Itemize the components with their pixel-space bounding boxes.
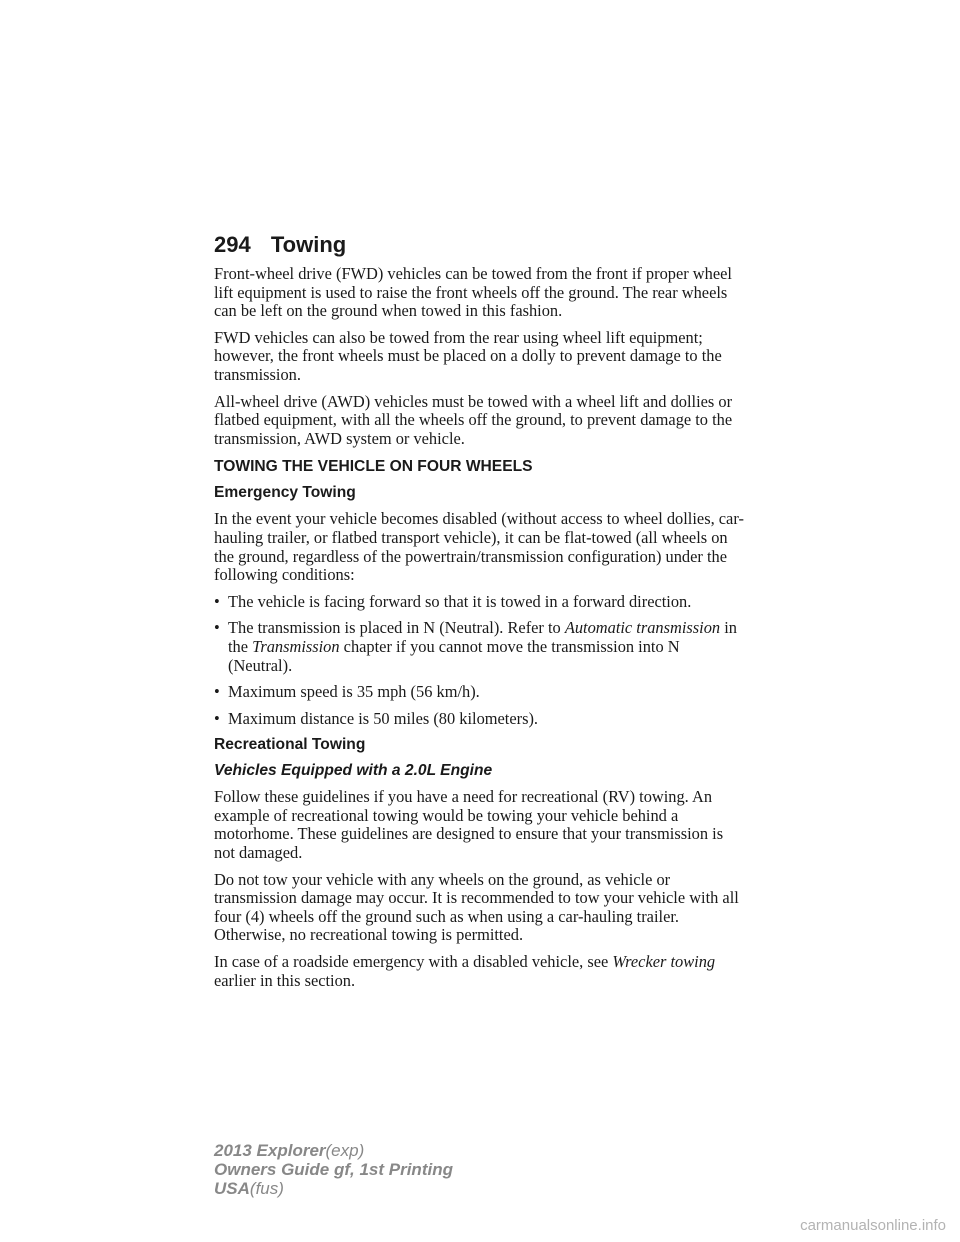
list-item — [214, 593, 744, 612]
paragraph-text: In case of a roadside emergency with a disabled vehicle, see — [214, 952, 613, 972]
page-footer — [214, 1141, 453, 1198]
subheading-emergency-towing: Emergency Towing — [214, 484, 356, 502]
footer-line-model — [214, 1141, 453, 1160]
watermark: carmanualsonline.info — [800, 1217, 946, 1234]
footer-model: 2013 Explorer — [214, 1141, 326, 1160]
subheading-recreational-towing: Recreational Towing — [214, 736, 366, 754]
page-content — [214, 265, 744, 998]
paragraph-fwd-front: Front-wheel drive (FWD) vehicles can be towed from the front if proper wheel lift equipment is used to raise the front wheels off the ground. The rear wheels can be left on the ground when towed in this fashion. — [214, 264, 732, 321]
page-header — [214, 229, 734, 261]
paragraph-emergency: In the event your vehicle becomes disabled (without access to wheel dollies, car-hauling trailer, or flatbed transport vehicle), it can be flat-towed (all wheels on the ground, regardless of the powertrain/transmission configuration) under the following conditions: — [214, 509, 744, 585]
bullet-icon: • — [214, 708, 220, 728]
cross-reference: Transmission — [252, 636, 340, 656]
paragraph-fwd-rear: FWD vehicles can also be towed from the rear using wheel lift equipment; however, the front wheels must be placed on a dolly to prevent damage to the transmission. — [214, 327, 722, 384]
paragraph-rv-guidelines: Follow these guidelines if you have a need for recreational (RV) towing. An example of recreational towing would be towing your vehicle behind a motorhome. These guidelines are designed to ensure that your transmission is not damaged. — [214, 787, 724, 863]
section-heading-four-wheels: TOWING THE VEHICLE ON FOUR WHEELS — [214, 458, 533, 476]
cross-reference: Wrecker towing — [612, 952, 716, 972]
conditions-list — [214, 593, 744, 729]
bullet-icon: • — [214, 591, 220, 611]
list-item-text: Maximum speed is 35 mph (56 km/h). — [228, 682, 480, 702]
footer-line-guide: Owners Guide gf, 1st Printing — [214, 1160, 453, 1179]
paragraph-awd: All-wheel drive (AWD) vehicles must be towed with a wheel lift and dollies or flatbed equipment, with all the wheels off the ground, to prevent damage to the transmission, AWD system or vehicle. — [214, 391, 733, 448]
list-item-text: The transmission is placed in N (Neutral). Refer to — [228, 618, 565, 638]
footer-market: USA — [214, 1179, 250, 1198]
bullet-icon: • — [214, 618, 220, 638]
list-item — [214, 619, 744, 675]
list-item — [214, 683, 744, 702]
chapter-title: Towing — [270, 232, 347, 257]
list-item-text: The vehicle is facing forward so that it is towed in a forward direction. — [228, 591, 692, 611]
subheading-2l-engine: Vehicles Equipped with a 2.0L Engine — [214, 762, 493, 780]
list-item-text: Maximum distance is 50 miles (80 kilometers). — [228, 708, 539, 728]
footer-line-market — [214, 1179, 453, 1198]
footer-model-code: (exp) — [325, 1141, 365, 1160]
paragraph-rv-warning: Do not tow your vehicle with any wheels on the ground, as vehicle or transmission damage may occur. It is recommended to tow your vehicle with all four (4) wheels off the ground such as when using a car-hauling trailer. Otherwise, no recreational towing is permitted. — [214, 869, 739, 945]
bullet-icon: • — [214, 682, 220, 702]
list-item — [214, 710, 744, 729]
page-number: 294 — [214, 232, 251, 257]
cross-reference: Automatic transmission — [564, 618, 721, 638]
paragraph-text: earlier in this section. — [214, 970, 356, 990]
list-item-text: chapter if you cannot move the transmission into N (Neutral). — [228, 636, 680, 675]
paragraph-rv-emergency — [214, 953, 744, 990]
footer-market-code: (fus) — [249, 1179, 284, 1198]
list-item-text: in the — [228, 618, 737, 656]
